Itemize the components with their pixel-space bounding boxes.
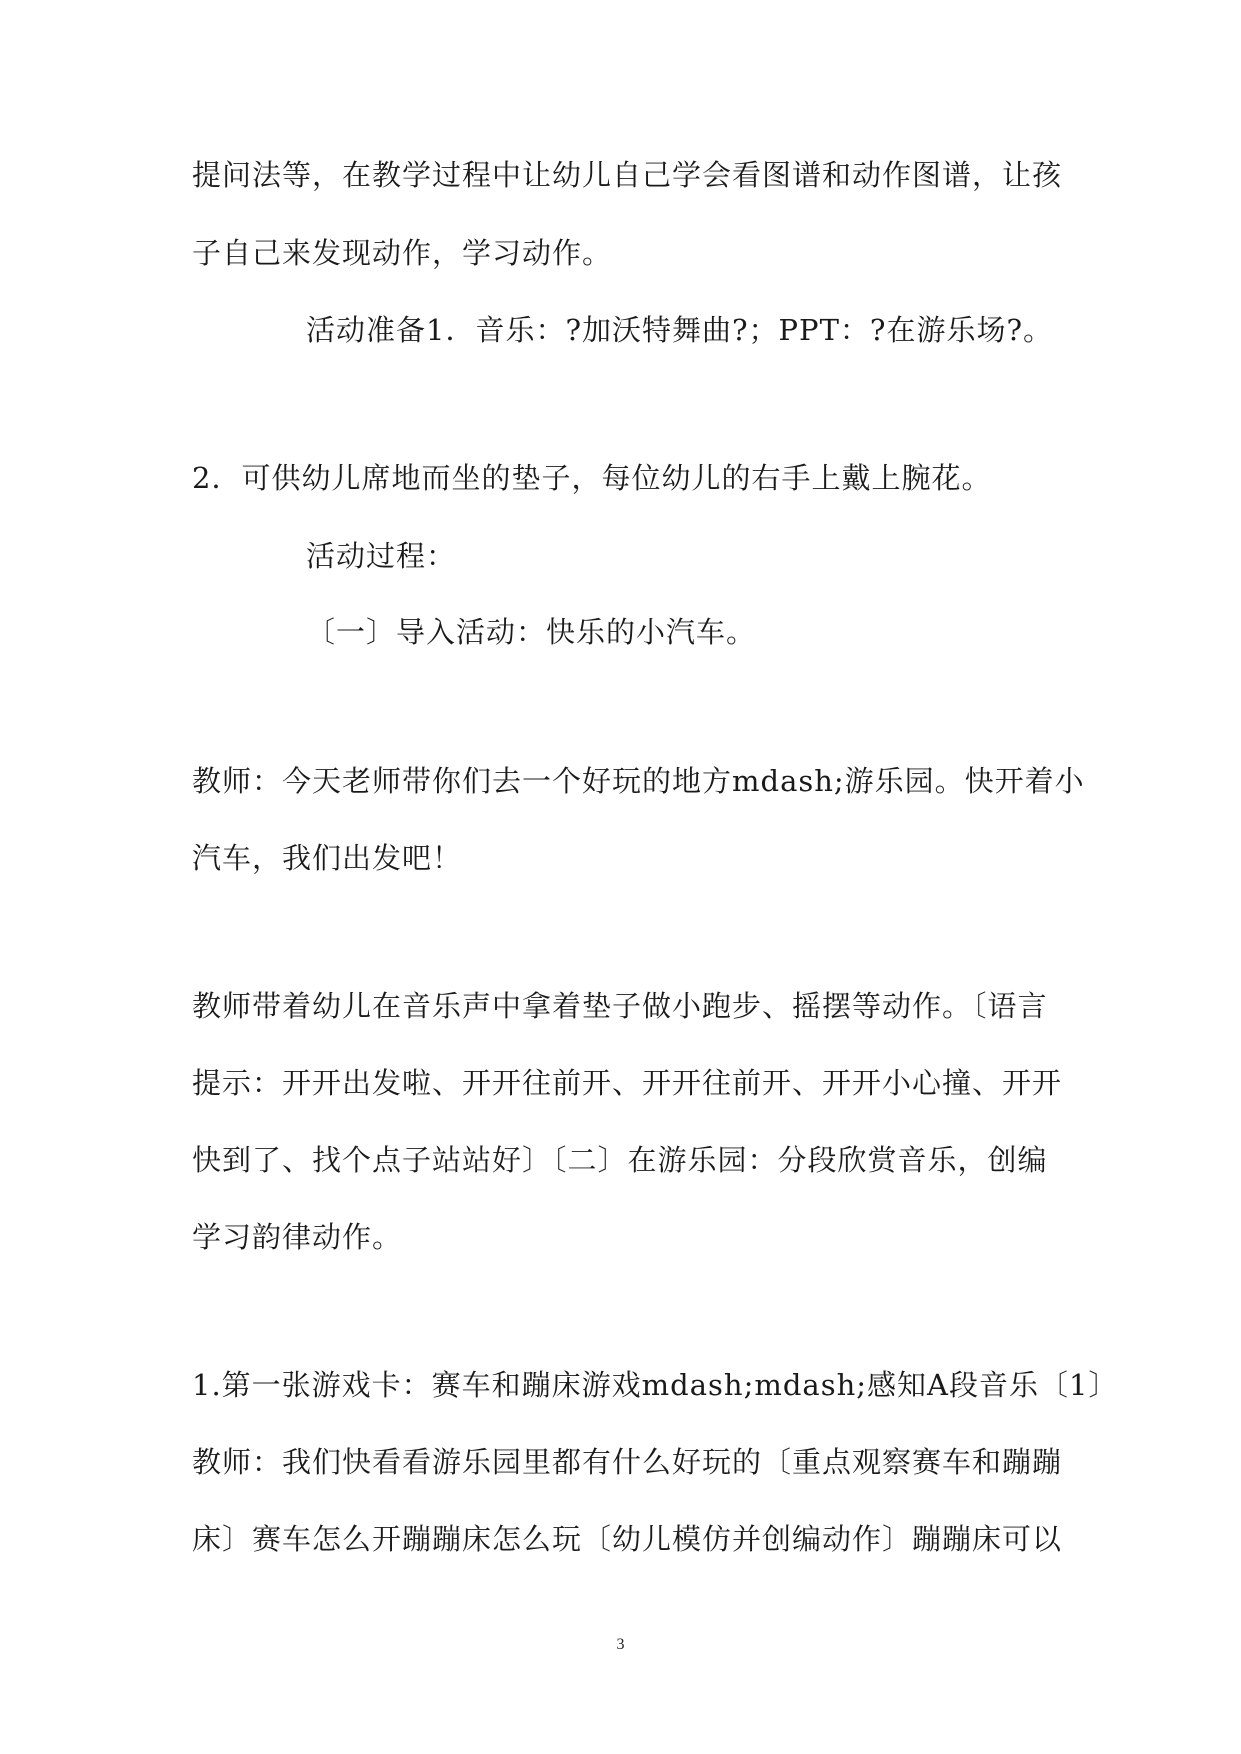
section-heading: 活动过程： bbox=[306, 539, 457, 573]
paragraph-line: 学习韵律动作。 bbox=[192, 1220, 403, 1254]
paragraph-line: 活动准备1．音乐：?加沃特舞曲?；PPT：?在游乐场?。 bbox=[306, 313, 1054, 347]
paragraph-line: 1.第一张游戏卡：赛车和蹦床游戏mdash;mdash;感知A段音乐〔1〕 bbox=[192, 1368, 1119, 1402]
paragraph-line: 提示：开开出发啦、开开往前开、开开往前开、开开小心撞、开开 bbox=[192, 1066, 1063, 1100]
paragraph-line: 子自己来发现动作，学习动作。 bbox=[192, 236, 613, 270]
paragraph-line: 快到了、找个点子站站好〕〔二〕在游乐园：分段欣赏音乐，创编 bbox=[192, 1143, 1048, 1177]
paragraph-line: 汽车，我们出发吧！ bbox=[192, 841, 463, 875]
paragraph-line: 教师：今天老师带你们去一个好玩的地方mdash;游乐园。快开着小 bbox=[192, 764, 1085, 798]
paragraph-line: 教师带着幼儿在音乐声中拿着垫子做小跑步、摇摆等动作。〔语言 bbox=[192, 989, 1048, 1023]
page-number: 3 bbox=[616, 1636, 625, 1653]
paragraph-line: 提问法等，在教学过程中让幼儿自己学会看图谱和动作图谱，让孩 bbox=[192, 158, 1063, 192]
paragraph-line: 床〕赛车怎么开蹦蹦床怎么玩〔幼儿模仿并创编动作〕蹦蹦床可以 bbox=[192, 1522, 1063, 1556]
section-heading: 〔一〕导入活动：快乐的小汽车。 bbox=[306, 615, 757, 649]
paragraph-line: 2．可供幼儿席地而坐的垫子，每位幼儿的右手上戴上腕花。 bbox=[192, 461, 992, 495]
paragraph-line: 教师：我们快看看游乐园里都有什么好玩的〔重点观察赛车和蹦蹦 bbox=[192, 1445, 1063, 1479]
